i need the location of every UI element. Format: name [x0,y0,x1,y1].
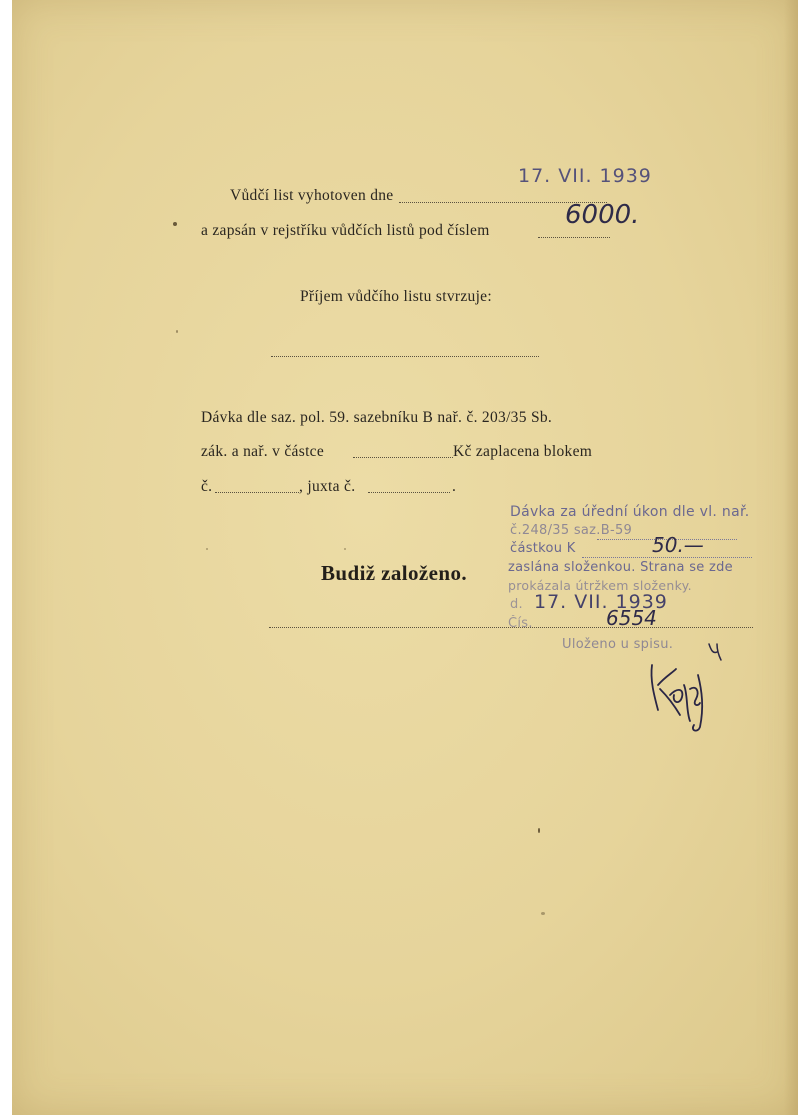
stamp-number-handwritten: 6554 [606,606,657,630]
stamp-line-2: č.248/35 saz.B-59 [510,523,633,538]
issued-date-stamp: 17. VII. 1939 [518,165,652,187]
stamp-line-4: zaslána složenkou. Strana se zde [508,560,733,575]
signature-drawing [640,655,720,735]
fee-line-2-label: zák. a nař. v částce [201,443,325,460]
stamp-line-6-prefix: d. [510,597,523,612]
issued-label: Vůdčí list vyhotoven dne [230,187,394,204]
block-number-line [215,492,299,493]
register-label: a zapsán v rejstříku vůdčích listů pod číslem [201,222,490,239]
stamp-line-3-label: částkou K [510,541,576,556]
register-number-line [538,237,610,238]
paper-speck [206,548,208,550]
decision-heading: Budiž založeno. [321,561,467,585]
stamp-line-1: Dávka za úřední úkon dle vl. nař. [510,504,750,520]
receipt-signature-line [271,356,539,357]
fee-line-2-suffix: Kč zaplacena blokem [453,443,593,460]
fee-line-3-juxta: , juxta č. [299,478,356,495]
fee-line-3-label: č. [201,478,213,495]
fee-amount-line [353,457,453,458]
paper-speck [176,330,178,333]
stamp-date: 17. VII. 1939 [534,591,668,613]
signature-mark [705,640,725,662]
paper-edge-shading [784,0,798,1115]
fee-line-1: Dávka dle saz. pol. 59. sazebníku B nař. č. 203/35 Sb. [201,409,553,426]
stamp-line-7-label: Čís. [508,616,533,631]
register-number-handwritten: 6000. [565,200,640,230]
stamp-amount-handwritten: 50.— [652,533,704,557]
fee-line-3-end: . [452,478,457,495]
paper-speck [538,828,540,833]
juxta-number-line [368,492,450,493]
stamp-line-8: Uloženo u spisu. [562,637,674,652]
stamp-line-5: prokázala útržkem složenky. [508,578,692,593]
paper-speck [344,548,346,550]
paper-speck [173,222,177,226]
receipt-label: Příjem vůdčího listu stvrzuje: [300,288,492,305]
paper-speck [541,912,545,915]
stamp-amount-line [582,557,752,558]
